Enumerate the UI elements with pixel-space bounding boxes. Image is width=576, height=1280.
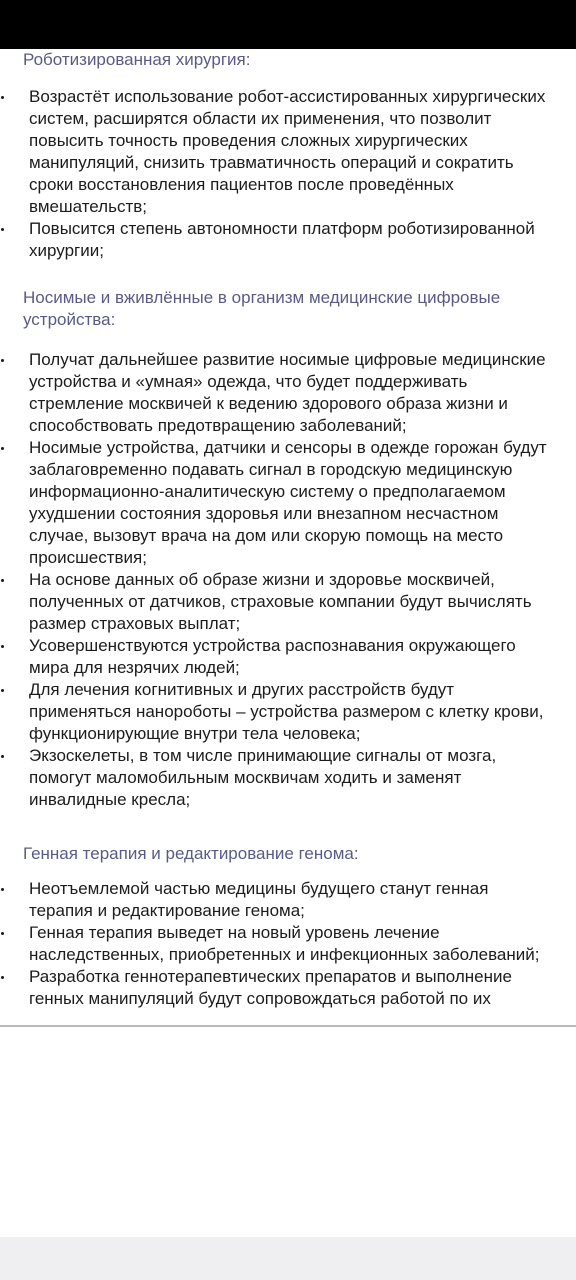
item-line: Носимые устройства, датчики и сенсоры в одежде горожан будут xyxy=(29,438,547,457)
item-line: Для лечения когнитивных и других расстройств будут xyxy=(29,680,455,699)
bullet-list-robotic-surgery xyxy=(0,86,576,262)
item-line: Получат дальнейшее развитие носимые цифровые медицинские xyxy=(29,350,546,369)
section-heading-gene-therapy xyxy=(23,843,563,865)
item-line: случае, вызовут врача на дом или скорую помощь на место xyxy=(29,526,504,545)
item-line: происшествия; xyxy=(29,548,147,567)
heading-line: Носимые и вживлённые в организм медицинские цифровые xyxy=(23,288,501,307)
item-line: вмешательств; xyxy=(29,197,148,216)
heading-line: Роботизированная хирургия: xyxy=(23,50,251,69)
item-line: инвалидные кресла; xyxy=(29,790,191,809)
list-item xyxy=(0,349,576,437)
item-line: стремление москвичей к ведению здорового образа жизни и xyxy=(29,394,508,413)
list-item xyxy=(0,745,576,811)
section-heading-robotic-surgery xyxy=(23,49,563,71)
list-item xyxy=(0,437,576,569)
bullet-dot-icon xyxy=(1,888,4,891)
bullet-dot-icon xyxy=(1,359,4,362)
document-view[interactable] xyxy=(0,49,576,1025)
bullet-dot-icon xyxy=(1,645,4,648)
bullet-dot-icon xyxy=(1,228,4,231)
item-line: устройства и «умная» одежда, что будет поддерживать xyxy=(29,372,468,391)
bullet-dot-icon xyxy=(1,579,4,582)
item-line: функционирующие внутри тела человека; xyxy=(29,724,361,743)
list-item xyxy=(0,569,576,635)
bullet-dot-icon xyxy=(1,976,4,979)
item-line: На основе данных об образе жизни и здоровье москвичей, xyxy=(29,570,495,589)
item-line: помогут маломобильным москвичам ходить и заменят xyxy=(29,768,462,787)
item-line: Неотъемлемой частью медицины будущего станут генная xyxy=(29,879,489,898)
item-line: способствовать предотвращению заболеваний; xyxy=(29,416,407,435)
blank-area xyxy=(0,1027,576,1237)
bullet-dot-icon xyxy=(1,96,4,99)
item-line: систем, расширятся области их применения, что позволит xyxy=(29,109,492,128)
item-line: манипуляций, снизить травматичность операций и сократить xyxy=(29,153,514,172)
item-line: Возрастёт использование робот-ассистированных хирургических xyxy=(29,87,546,106)
list-item xyxy=(0,218,576,262)
item-line: Экзоскелеты, в том числе принимающие сигналы от мозга, xyxy=(29,746,497,765)
item-line: хирургии; xyxy=(29,241,104,260)
bullet-dot-icon xyxy=(1,932,4,935)
section-heading-wearables xyxy=(23,287,563,331)
item-line: информационно-аналитическую систему о предполагаемом xyxy=(29,482,506,501)
list-item xyxy=(0,679,576,745)
item-line: повысить точность проведения сложных хирургических xyxy=(29,131,468,150)
list-item xyxy=(0,922,576,966)
item-line: мира для незрячих людей; xyxy=(29,658,240,677)
item-line: Разработка геннотерапевтических препаратов и выполнение xyxy=(29,967,512,986)
bullet-dot-icon xyxy=(1,447,4,450)
list-item xyxy=(0,878,576,922)
item-line: применяться нанороботы – устройства размером с клетку крови, xyxy=(29,702,544,721)
heading-line: Генная терапия и редактирование генома: xyxy=(23,844,359,863)
list-item xyxy=(0,635,576,679)
item-line: терапия и редактирование генома; xyxy=(29,901,305,920)
bullet-dot-icon xyxy=(1,689,4,692)
item-line: Усовершенствуются устройства распознавания окружающего xyxy=(29,636,516,655)
item-line: полученных от датчиков, страховые компании будут вычислять xyxy=(29,592,532,611)
item-line: ухудшении состояния здоровья или внезапном несчастном xyxy=(29,504,499,523)
item-line: сроки восстановления пациентов после проведённых xyxy=(29,175,454,194)
navigation-bar xyxy=(0,1237,576,1280)
bullet-dot-icon xyxy=(1,755,4,758)
status-bar xyxy=(0,0,576,49)
bullet-list-wearables xyxy=(0,349,576,811)
item-line: заблаговременно подавать сигнал в городскую медицинскую xyxy=(29,460,513,479)
list-item xyxy=(0,966,576,1010)
item-line: Повысится степень автономности платформ роботизированной xyxy=(29,219,535,238)
item-line: размер страховых выплат; xyxy=(29,614,241,633)
bullet-list-gene-therapy xyxy=(0,878,576,1010)
list-item xyxy=(0,86,576,218)
item-line: генных манипуляций будут сопровождаться работой по их xyxy=(29,989,491,1008)
heading-line: устройства: xyxy=(23,310,116,329)
item-line: Генная терапия выведет на новый уровень лечение xyxy=(29,923,440,942)
item-line: наследственных, приобретенных и инфекционных заболеваний; xyxy=(29,945,540,964)
